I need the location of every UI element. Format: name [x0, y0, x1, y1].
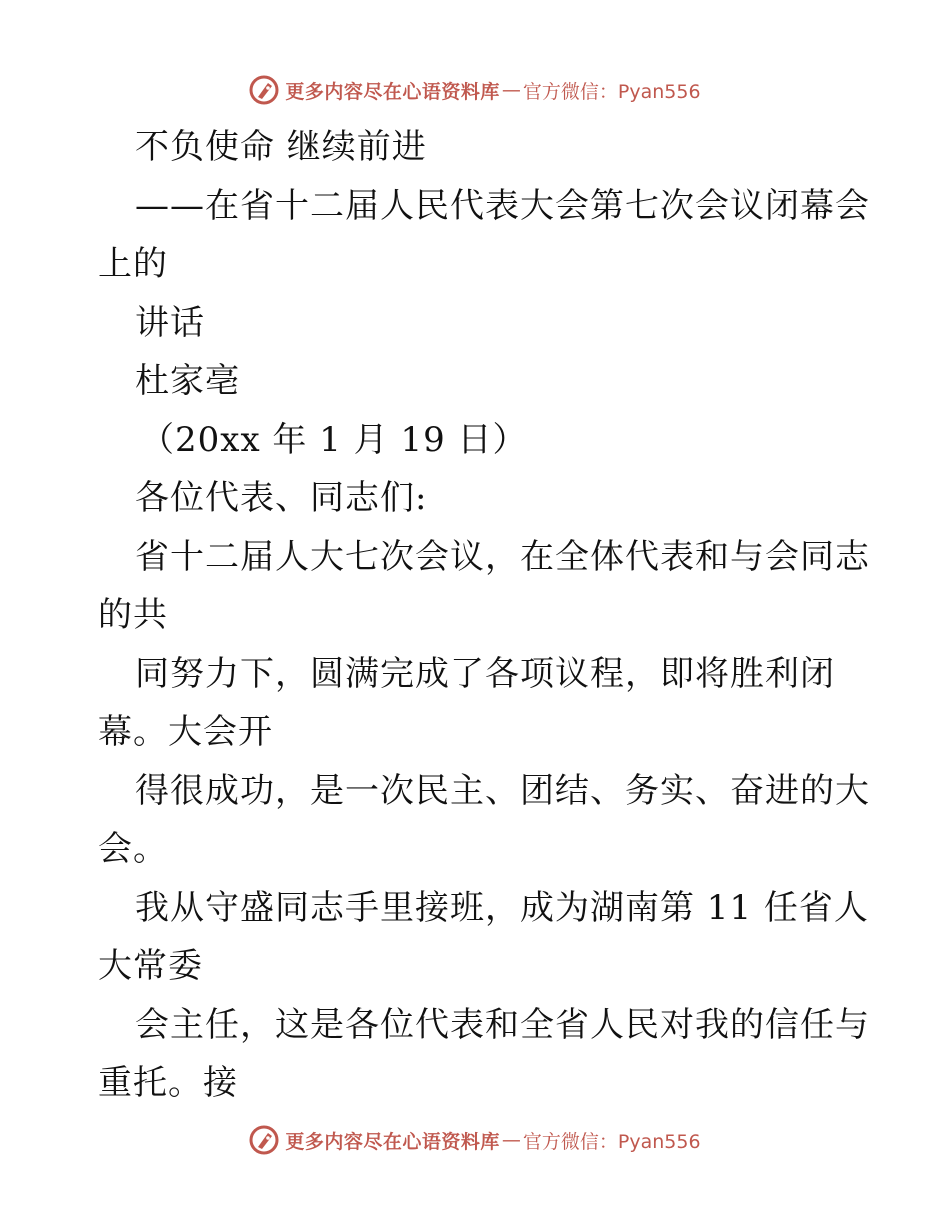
- speech-title: 不负使命 继续前进: [135, 127, 427, 167]
- paragraph-line: 我从守盛同志手里接班，成为湖南第 11 任省人: [135, 887, 869, 928]
- paragraph-line: 得很成功，是一次民主、团结、务实、奋进的大: [135, 770, 870, 811]
- banner-wechat-text: 官方微信：Pyan556: [522, 1130, 701, 1153]
- speech-date: （20xx 年 1 月 19 日）: [140, 419, 528, 460]
- paragraph-line: 的共: [98, 595, 168, 635]
- paragraph-line: 重托。接: [98, 1063, 238, 1103]
- paragraph-line: 同努力下，圆满完成了各项议程，即将胜利闭: [135, 653, 835, 694]
- paragraph-line: 幕。大会开: [98, 712, 273, 752]
- paragraph-line: 会。: [98, 829, 168, 869]
- banner-dash: —: [501, 1129, 521, 1151]
- pen-nib-logo-icon: [249, 1125, 279, 1155]
- footer-banner: [0, 1120, 950, 1160]
- paragraph-line: 大常委: [98, 946, 203, 986]
- paragraph-line: 会主任，这是各位代表和全省人民对我的信任与: [135, 1004, 870, 1045]
- banner-wechat-text: 官方微信：Pyan556: [522, 80, 701, 103]
- paragraph-line: 省十二届人大七次会议，在全体代表和与会同志: [135, 536, 870, 577]
- speech-subtitle: ——在省十二届人民代表大会第七次会议闭幕会: [135, 185, 870, 226]
- banner-dash: —: [501, 79, 521, 101]
- speaker-name: 杜家亳: [135, 361, 240, 401]
- speech-label: 讲话: [135, 302, 205, 343]
- salutation: 各位代表、同志们:: [135, 478, 428, 518]
- banner-main-text: 更多内容尽在心语资料库: [285, 80, 500, 103]
- header-banner: [0, 70, 950, 110]
- pen-nib-logo-icon: [249, 75, 279, 105]
- speech-subtitle-continued: 上的: [98, 244, 168, 284]
- document-body: [98, 118, 868, 1113]
- banner-main-text: 更多内容尽在心语资料库: [285, 1130, 500, 1153]
